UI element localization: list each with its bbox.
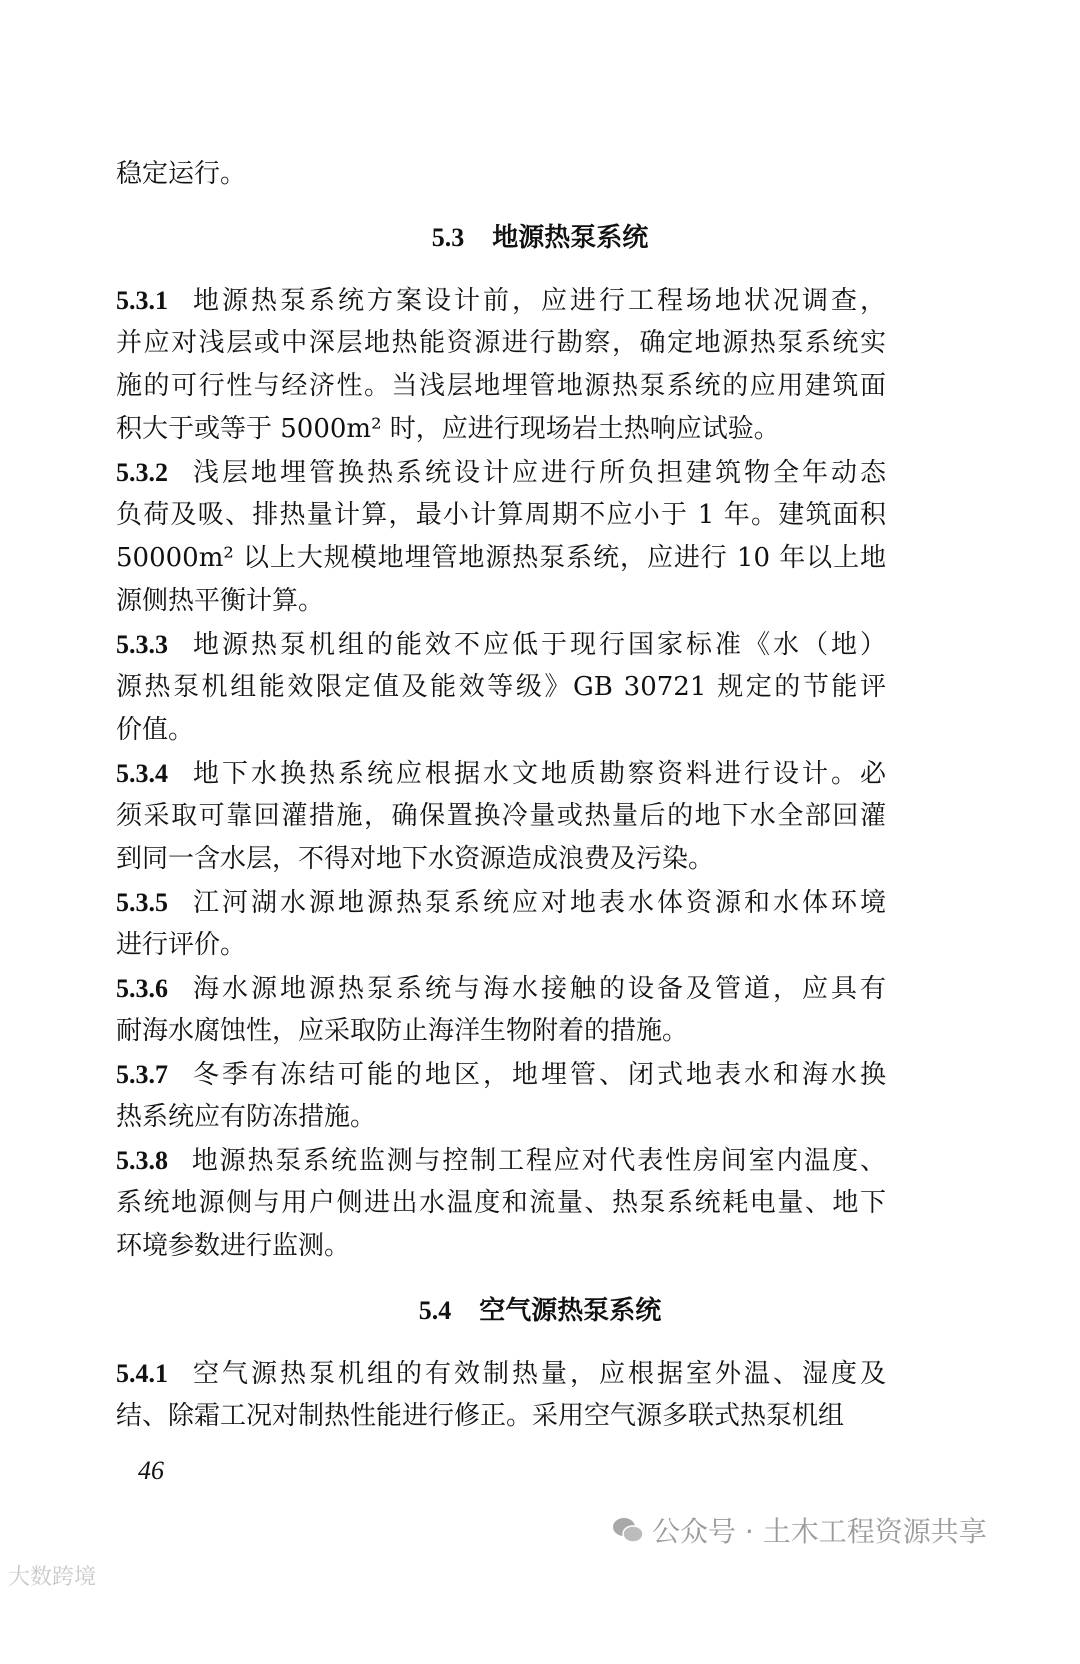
clause-line <box>116 838 886 881</box>
section-number: 5.3 <box>431 223 465 252</box>
clause-text: 地源热泵系统监测与控制工程应对代表性房间室内温度、 <box>190 1146 886 1176</box>
clause-line <box>116 1010 886 1053</box>
section-title: 地源热泵系统 <box>492 223 649 253</box>
clause-number: 5.3.7 <box>116 1060 168 1089</box>
section-number: 5.4 <box>418 1296 452 1325</box>
clause-first-line <box>116 1053 886 1096</box>
clause-text: 到同一含水层，不得对地下水资源造成浪费及污染。 <box>116 844 715 874</box>
clause-line <box>116 537 886 580</box>
clause-text: 海水源地源热泵系统与海水接触的设备及管道，应具有 <box>190 974 886 1004</box>
clause-text: 负荷及吸、排热量计算，最小计算周期不应小于 1 年。建筑面积 <box>116 500 886 530</box>
clause-first-line <box>116 967 886 1010</box>
clause-number: 5.3.5 <box>116 888 168 917</box>
clause-line <box>116 795 886 838</box>
clause-text: 50000m² 以上大规模地埋管地源热泵系统，应进行 10 年以上地 <box>116 543 886 573</box>
clause-text: 进行评价。 <box>116 930 247 960</box>
clause-first-line <box>116 279 886 322</box>
clause-text: 空气源热泵机组的有效制热量，应根据室外温、湿度及 <box>190 1359 886 1389</box>
clause-first-line <box>116 623 886 666</box>
clause-number: 5.4.1 <box>116 1359 168 1388</box>
clause-line <box>116 1096 886 1139</box>
clause-line <box>116 666 886 709</box>
clause-number: 5.3.2 <box>116 458 168 487</box>
section-title: 空气源热泵系统 <box>479 1296 662 1326</box>
section-heading <box>0 216 1080 259</box>
clause-text: 结、除霜工况对制热性能进行修正。采用空气源多联式热泵机组 <box>116 1401 845 1431</box>
corner-watermark: 大数跨境 <box>8 1565 97 1590</box>
clause-text: 施的可行性与经济性。当浅层地埋管地源热泵系统的应用建筑面 <box>116 371 886 401</box>
clause-line <box>116 580 886 623</box>
clause-text: 江河湖水源地源热泵系统应对地表水体资源和水体环境 <box>190 888 886 918</box>
page-number: 46 <box>138 1456 164 1485</box>
clause-number: 5.3.3 <box>116 630 168 659</box>
clause-text: 系统地源侧与用户侧进出水温度和流量、热泵系统耗电量、地下 <box>116 1188 886 1218</box>
clause-text: 价值。 <box>116 715 195 745</box>
section-heading <box>0 1289 1080 1332</box>
clause-number: 5.3.4 <box>116 759 168 788</box>
clause-text: 积大于或等于 5000m² 时，应进行现场岩土热响应试验。 <box>116 414 780 444</box>
clause-text: 环境参数进行监测。 <box>116 1231 351 1261</box>
body-line: 稳定运行。 <box>116 159 247 189</box>
clause-line <box>116 1395 886 1438</box>
clause-text: 浅层地埋管换热系统设计应进行所负担建筑物全年动态 <box>190 458 886 488</box>
clause-first-line <box>116 881 886 924</box>
clause-text: 地源热泵机组的能效不应低于现行国家标准《水（地） <box>190 630 886 660</box>
clause-first-line <box>116 451 886 494</box>
clause-number: 5.3.8 <box>116 1146 168 1175</box>
wechat-icon <box>612 1516 644 1544</box>
clause-line <box>116 408 886 451</box>
clause-line <box>116 494 886 537</box>
clause-text: 地下水换热系统应根据水文地质勘察资料进行设计。必 <box>190 759 886 789</box>
clause-text: 地源热泵系统方案设计前，应进行工程场地状况调查， <box>190 286 886 316</box>
clause-text: 须采取可靠回灌措施，确保置换冷量或热量后的地下水全部回灌 <box>116 801 886 831</box>
clause-text: 并应对浅层或中深层地热能资源进行勘察，确定地源热泵系统实 <box>116 328 886 358</box>
clause-first-line <box>116 1352 886 1395</box>
clause-line <box>116 709 886 752</box>
clause-text: 源侧热平衡计算。 <box>116 586 325 616</box>
clause-text: 冬季有冻结可能的地区，地埋管、闭式地表水和海水换 <box>190 1060 886 1090</box>
clause-first-line <box>116 752 886 795</box>
clause-text: 热系统应有防冻措施。 <box>116 1102 377 1132</box>
clause-line <box>116 322 886 365</box>
watermark-text: 公众号 · 土木工程资源共享 <box>652 1515 987 1548</box>
clause-number: 5.3.1 <box>116 286 168 315</box>
clause-number: 5.3.6 <box>116 974 168 1003</box>
clause-text: 耐海水腐蚀性，应采取防止海洋生物附着的措施。 <box>116 1016 689 1046</box>
clause-first-line <box>116 1139 886 1182</box>
clause-line <box>116 1225 886 1268</box>
clause-line <box>116 365 886 408</box>
clause-line <box>116 1182 886 1225</box>
clause-text: 源热泵机组能效限定值及能效等级》GB 30721 规定的节能评 <box>116 672 886 702</box>
clause-line <box>116 924 886 967</box>
wechat-watermark <box>612 1510 987 1550</box>
